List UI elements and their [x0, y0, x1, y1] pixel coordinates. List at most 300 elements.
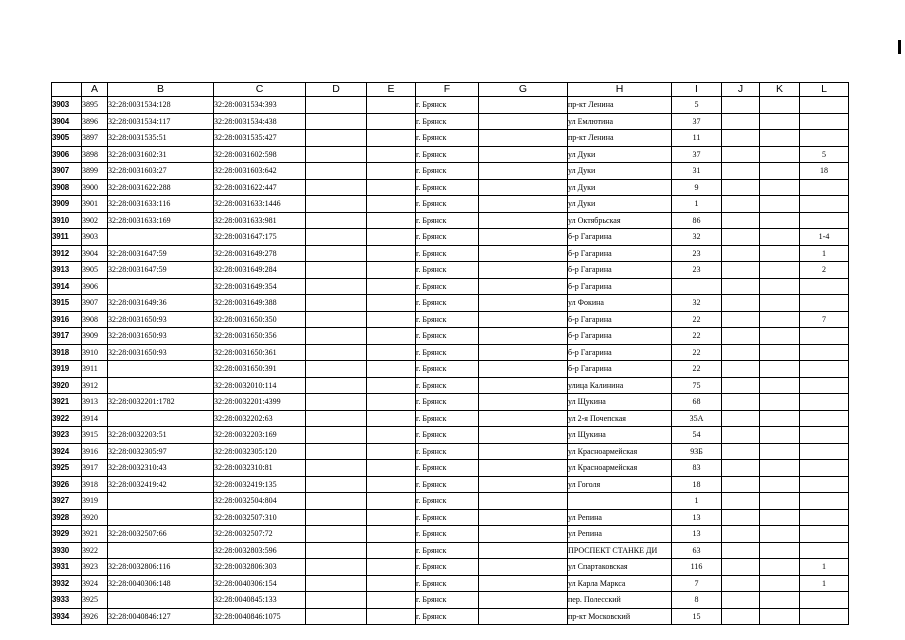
cell-e[interactable]: [367, 559, 416, 576]
cell-g[interactable]: [479, 575, 568, 592]
cell-f[interactable]: г. Брянск: [416, 608, 479, 625]
cell-k[interactable]: [760, 97, 800, 114]
cell-i[interactable]: 63: [672, 542, 722, 559]
cell-k[interactable]: [760, 542, 800, 559]
cell-e[interactable]: [367, 493, 416, 510]
cell-a[interactable]: 3905: [82, 262, 108, 279]
cell-a[interactable]: 3903: [82, 229, 108, 246]
cell-e[interactable]: [367, 229, 416, 246]
cell-c[interactable]: 32:28:0032305:120: [214, 443, 306, 460]
row-number[interactable]: 3903: [52, 97, 82, 114]
cell-e[interactable]: [367, 509, 416, 526]
cell-b[interactable]: 32:28:0032305:97: [108, 443, 214, 460]
cell-a[interactable]: 3910: [82, 344, 108, 361]
cell-d[interactable]: [306, 493, 367, 510]
cell-k[interactable]: [760, 344, 800, 361]
cell-i[interactable]: [672, 278, 722, 295]
cell-k[interactable]: [760, 262, 800, 279]
row-number[interactable]: 3919: [52, 361, 82, 378]
cell-j[interactable]: [722, 179, 760, 196]
cell-b[interactable]: 32:28:0032310:43: [108, 460, 214, 477]
cell-i[interactable]: 11: [672, 130, 722, 147]
cell-l[interactable]: 2: [800, 262, 849, 279]
cell-j[interactable]: [722, 97, 760, 114]
cell-g[interactable]: [479, 377, 568, 394]
cell-l[interactable]: [800, 410, 849, 427]
cell-h[interactable]: пр-кт Ленина: [568, 130, 672, 147]
cell-c[interactable]: 32:28:0032806:303: [214, 559, 306, 576]
cell-e[interactable]: [367, 97, 416, 114]
cell-g[interactable]: [479, 443, 568, 460]
cell-c[interactable]: 32:28:0031633:1446: [214, 196, 306, 213]
cell-d[interactable]: [306, 410, 367, 427]
cell-l[interactable]: [800, 443, 849, 460]
cell-j[interactable]: [722, 476, 760, 493]
cell-c[interactable]: 32:28:0031534:438: [214, 113, 306, 130]
row-number[interactable]: 3932: [52, 575, 82, 592]
cell-g[interactable]: [479, 245, 568, 262]
column-header-i[interactable]: I: [672, 83, 722, 97]
cell-f[interactable]: г. Брянск: [416, 526, 479, 543]
cell-g[interactable]: [479, 344, 568, 361]
cell-b[interactable]: 32:28:0031633:169: [108, 212, 214, 229]
row-number[interactable]: 3921: [52, 394, 82, 411]
cell-e[interactable]: [367, 460, 416, 477]
cell-k[interactable]: [760, 377, 800, 394]
cell-e[interactable]: [367, 196, 416, 213]
cell-d[interactable]: [306, 559, 367, 576]
row-number[interactable]: 3914: [52, 278, 82, 295]
column-header-g[interactable]: G: [479, 83, 568, 97]
cell-d[interactable]: [306, 229, 367, 246]
cell-g[interactable]: [479, 361, 568, 378]
cell-d[interactable]: [306, 245, 367, 262]
cell-d[interactable]: [306, 427, 367, 444]
cell-g[interactable]: [479, 179, 568, 196]
row-number[interactable]: 3915: [52, 295, 82, 312]
cell-f[interactable]: г. Брянск: [416, 476, 479, 493]
cell-d[interactable]: [306, 113, 367, 130]
cell-h[interactable]: ул Емлютина: [568, 113, 672, 130]
cell-k[interactable]: [760, 179, 800, 196]
cell-i[interactable]: 22: [672, 328, 722, 345]
cell-j[interactable]: [722, 328, 760, 345]
cell-i[interactable]: 22: [672, 311, 722, 328]
cell-e[interactable]: [367, 410, 416, 427]
cell-b[interactable]: 32:28:0031622:288: [108, 179, 214, 196]
cell-a[interactable]: 3911: [82, 361, 108, 378]
cell-l[interactable]: [800, 493, 849, 510]
cell-f[interactable]: г. Брянск: [416, 460, 479, 477]
cell-d[interactable]: [306, 394, 367, 411]
cell-c[interactable]: 32:28:0031647:175: [214, 229, 306, 246]
cell-g[interactable]: [479, 542, 568, 559]
row-number[interactable]: 3909: [52, 196, 82, 213]
cell-k[interactable]: [760, 526, 800, 543]
cell-f[interactable]: г. Брянск: [416, 592, 479, 609]
cell-b[interactable]: 32:28:0031650:93: [108, 328, 214, 345]
cell-i[interactable]: 22: [672, 361, 722, 378]
cell-h[interactable]: ул Дуки: [568, 179, 672, 196]
cell-e[interactable]: [367, 344, 416, 361]
cell-c[interactable]: 32:28:0031650:391: [214, 361, 306, 378]
cell-b[interactable]: [108, 592, 214, 609]
cell-l[interactable]: [800, 196, 849, 213]
cell-a[interactable]: 3920: [82, 509, 108, 526]
cell-h[interactable]: ул Карла Маркса: [568, 575, 672, 592]
cell-j[interactable]: [722, 361, 760, 378]
cell-e[interactable]: [367, 130, 416, 147]
cell-g[interactable]: [479, 229, 568, 246]
cell-k[interactable]: [760, 245, 800, 262]
cell-g[interactable]: [479, 146, 568, 163]
cell-b[interactable]: 32:28:0032203:51: [108, 427, 214, 444]
cell-d[interactable]: [306, 328, 367, 345]
cell-i[interactable]: 93Б: [672, 443, 722, 460]
column-header-h[interactable]: H: [568, 83, 672, 97]
cell-e[interactable]: [367, 526, 416, 543]
cell-l[interactable]: [800, 592, 849, 609]
cell-b[interactable]: [108, 229, 214, 246]
cell-j[interactable]: [722, 229, 760, 246]
cell-i[interactable]: 7: [672, 575, 722, 592]
cell-h[interactable]: б-р Гагарина: [568, 229, 672, 246]
cell-k[interactable]: [760, 146, 800, 163]
cell-c[interactable]: 32:28:0031650:361: [214, 344, 306, 361]
cell-k[interactable]: [760, 278, 800, 295]
cell-f[interactable]: г. Брянск: [416, 97, 479, 114]
cell-f[interactable]: г. Брянск: [416, 229, 479, 246]
cell-i[interactable]: 23: [672, 262, 722, 279]
cell-a[interactable]: 3895: [82, 97, 108, 114]
cell-j[interactable]: [722, 295, 760, 312]
cell-j[interactable]: [722, 443, 760, 460]
cell-c[interactable]: 32:28:0040306:154: [214, 575, 306, 592]
cell-j[interactable]: [722, 526, 760, 543]
cell-f[interactable]: г. Брянск: [416, 410, 479, 427]
cell-h[interactable]: б-р Гагарина: [568, 278, 672, 295]
cell-k[interactable]: [760, 361, 800, 378]
cell-l[interactable]: 1: [800, 245, 849, 262]
cell-d[interactable]: [306, 377, 367, 394]
cell-f[interactable]: г. Брянск: [416, 328, 479, 345]
row-number[interactable]: 3906: [52, 146, 82, 163]
row-number[interactable]: 3908: [52, 179, 82, 196]
row-number[interactable]: 3928: [52, 509, 82, 526]
cell-d[interactable]: [306, 476, 367, 493]
cell-f[interactable]: г. Брянск: [416, 377, 479, 394]
cell-d[interactable]: [306, 344, 367, 361]
cell-k[interactable]: [760, 295, 800, 312]
cell-b[interactable]: [108, 542, 214, 559]
cell-d[interactable]: [306, 443, 367, 460]
row-number[interactable]: 3916: [52, 311, 82, 328]
cell-d[interactable]: [306, 509, 367, 526]
cell-k[interactable]: [760, 328, 800, 345]
cell-d[interactable]: [306, 575, 367, 592]
cell-h[interactable]: ул Красноармейская: [568, 443, 672, 460]
cell-k[interactable]: [760, 196, 800, 213]
cell-h[interactable]: ул Щукина: [568, 394, 672, 411]
cell-h[interactable]: ул Щукина: [568, 427, 672, 444]
cell-h[interactable]: ул Дуки: [568, 163, 672, 180]
row-number[interactable]: 3911: [52, 229, 82, 246]
cell-j[interactable]: [722, 377, 760, 394]
cell-e[interactable]: [367, 443, 416, 460]
cell-d[interactable]: [306, 361, 367, 378]
cell-h[interactable]: ул Октябрьская: [568, 212, 672, 229]
column-header-a[interactable]: A: [82, 83, 108, 97]
cell-a[interactable]: 3908: [82, 311, 108, 328]
row-number[interactable]: 3904: [52, 113, 82, 130]
cell-f[interactable]: г. Брянск: [416, 196, 479, 213]
cell-c[interactable]: 32:28:0032507:310: [214, 509, 306, 526]
cell-c[interactable]: 32:28:0031649:284: [214, 262, 306, 279]
cell-a[interactable]: 3901: [82, 196, 108, 213]
cell-b[interactable]: 32:28:0032507:66: [108, 526, 214, 543]
cell-a[interactable]: 3919: [82, 493, 108, 510]
row-number[interactable]: 3924: [52, 443, 82, 460]
cell-f[interactable]: г. Брянск: [416, 262, 479, 279]
cell-g[interactable]: [479, 460, 568, 477]
cell-l[interactable]: [800, 212, 849, 229]
cell-k[interactable]: [760, 575, 800, 592]
cell-d[interactable]: [306, 460, 367, 477]
row-number[interactable]: 3912: [52, 245, 82, 262]
cell-b[interactable]: 32:28:0032201:1782: [108, 394, 214, 411]
cell-c[interactable]: 32:28:0031650:350: [214, 311, 306, 328]
cell-g[interactable]: [479, 212, 568, 229]
cell-f[interactable]: г. Брянск: [416, 361, 479, 378]
cell-c[interactable]: 32:28:0040846:1075: [214, 608, 306, 625]
cell-g[interactable]: [479, 311, 568, 328]
cell-i[interactable]: 13: [672, 526, 722, 543]
cell-i[interactable]: 31: [672, 163, 722, 180]
cell-f[interactable]: г. Брянск: [416, 493, 479, 510]
cell-c[interactable]: 32:28:0031649:354: [214, 278, 306, 295]
row-number[interactable]: 3905: [52, 130, 82, 147]
cell-a[interactable]: 3926: [82, 608, 108, 625]
cell-h[interactable]: ул 2-я Почепская: [568, 410, 672, 427]
cell-i[interactable]: 8: [672, 592, 722, 609]
cell-b[interactable]: 32:28:0031647:59: [108, 245, 214, 262]
cell-a[interactable]: 3913: [82, 394, 108, 411]
row-number[interactable]: 3934: [52, 608, 82, 625]
cell-k[interactable]: [760, 493, 800, 510]
cell-f[interactable]: г. Брянск: [416, 394, 479, 411]
cell-c[interactable]: 32:28:0040845:133: [214, 592, 306, 609]
row-number[interactable]: 3922: [52, 410, 82, 427]
cell-a[interactable]: 3904: [82, 245, 108, 262]
cell-c[interactable]: 32:28:0031633:981: [214, 212, 306, 229]
cell-h[interactable]: пр-кт Ленина: [568, 97, 672, 114]
cell-l[interactable]: [800, 460, 849, 477]
cell-e[interactable]: [367, 146, 416, 163]
cell-c[interactable]: 32:28:0031534:393: [214, 97, 306, 114]
column-header-l[interactable]: L: [800, 83, 849, 97]
cell-e[interactable]: [367, 212, 416, 229]
cell-h[interactable]: ул Репина: [568, 509, 672, 526]
cell-d[interactable]: [306, 295, 367, 312]
cell-b[interactable]: [108, 377, 214, 394]
cell-g[interactable]: [479, 196, 568, 213]
cell-f[interactable]: г. Брянск: [416, 427, 479, 444]
cell-f[interactable]: г. Брянск: [416, 163, 479, 180]
cell-e[interactable]: [367, 328, 416, 345]
cell-g[interactable]: [479, 592, 568, 609]
cell-e[interactable]: [367, 113, 416, 130]
cell-a[interactable]: 3924: [82, 575, 108, 592]
cell-e[interactable]: [367, 377, 416, 394]
cell-d[interactable]: [306, 592, 367, 609]
cell-l[interactable]: 7: [800, 311, 849, 328]
cell-j[interactable]: [722, 509, 760, 526]
column-header-c[interactable]: C: [214, 83, 306, 97]
cell-b[interactable]: 32:28:0031602:31: [108, 146, 214, 163]
cell-a[interactable]: 3918: [82, 476, 108, 493]
cell-c[interactable]: 32:28:0032201:4399: [214, 394, 306, 411]
cell-i[interactable]: 37: [672, 146, 722, 163]
cell-b[interactable]: 32:28:0031535:51: [108, 130, 214, 147]
cell-g[interactable]: [479, 509, 568, 526]
cell-i[interactable]: 37: [672, 113, 722, 130]
cell-g[interactable]: [479, 97, 568, 114]
cell-l[interactable]: 1: [800, 559, 849, 576]
cell-a[interactable]: 3917: [82, 460, 108, 477]
cell-i[interactable]: 15: [672, 608, 722, 625]
cell-i[interactable]: 116: [672, 559, 722, 576]
cell-b[interactable]: 32:28:0031650:93: [108, 311, 214, 328]
cell-j[interactable]: [722, 575, 760, 592]
cell-h[interactable]: б-р Гагарина: [568, 245, 672, 262]
cell-e[interactable]: [367, 278, 416, 295]
cell-l[interactable]: [800, 179, 849, 196]
cell-k[interactable]: [760, 460, 800, 477]
cell-f[interactable]: г. Брянск: [416, 311, 479, 328]
column-header-j[interactable]: J: [722, 83, 760, 97]
cell-i[interactable]: 23: [672, 245, 722, 262]
cell-c[interactable]: 32:28:0031535:427: [214, 130, 306, 147]
row-number[interactable]: 3910: [52, 212, 82, 229]
column-header-k[interactable]: K: [760, 83, 800, 97]
cell-e[interactable]: [367, 427, 416, 444]
cell-j[interactable]: [722, 608, 760, 625]
cell-i[interactable]: 13: [672, 509, 722, 526]
cell-i[interactable]: 18: [672, 476, 722, 493]
cell-c[interactable]: 32:28:0031649:388: [214, 295, 306, 312]
cell-b[interactable]: 32:28:0031534:117: [108, 113, 214, 130]
cell-g[interactable]: [479, 163, 568, 180]
cell-j[interactable]: [722, 344, 760, 361]
cell-j[interactable]: [722, 592, 760, 609]
cell-h[interactable]: б-р Гагарина: [568, 361, 672, 378]
cell-h[interactable]: пер. Полесский: [568, 592, 672, 609]
cell-h[interactable]: ул Спартаковская: [568, 559, 672, 576]
cell-a[interactable]: 3907: [82, 295, 108, 312]
cell-f[interactable]: г. Брянск: [416, 146, 479, 163]
cell-e[interactable]: [367, 361, 416, 378]
row-number[interactable]: 3920: [52, 377, 82, 394]
cell-g[interactable]: [479, 559, 568, 576]
cell-j[interactable]: [722, 559, 760, 576]
cell-l[interactable]: [800, 509, 849, 526]
cell-f[interactable]: г. Брянск: [416, 113, 479, 130]
cell-e[interactable]: [367, 476, 416, 493]
cell-d[interactable]: [306, 196, 367, 213]
cell-l[interactable]: [800, 526, 849, 543]
corner-cell[interactable]: [52, 83, 82, 97]
cell-g[interactable]: [479, 493, 568, 510]
row-number[interactable]: 3931: [52, 559, 82, 576]
cell-l[interactable]: [800, 608, 849, 625]
row-number[interactable]: 3913: [52, 262, 82, 279]
cell-k[interactable]: [760, 592, 800, 609]
cell-a[interactable]: 3906: [82, 278, 108, 295]
cell-b[interactable]: 32:28:0040846:127: [108, 608, 214, 625]
cell-i[interactable]: 32: [672, 229, 722, 246]
cell-i[interactable]: 35А: [672, 410, 722, 427]
cell-h[interactable]: ул Дуки: [568, 146, 672, 163]
row-number[interactable]: 3933: [52, 592, 82, 609]
cell-a[interactable]: 3897: [82, 130, 108, 147]
cell-k[interactable]: [760, 113, 800, 130]
cell-f[interactable]: г. Брянск: [416, 542, 479, 559]
cell-a[interactable]: 3912: [82, 377, 108, 394]
cell-a[interactable]: 3898: [82, 146, 108, 163]
cell-e[interactable]: [367, 608, 416, 625]
cell-j[interactable]: [722, 460, 760, 477]
cell-b[interactable]: [108, 278, 214, 295]
cell-a[interactable]: 3921: [82, 526, 108, 543]
row-number[interactable]: 3926: [52, 476, 82, 493]
cell-j[interactable]: [722, 245, 760, 262]
cell-k[interactable]: [760, 229, 800, 246]
cell-j[interactable]: [722, 311, 760, 328]
cell-f[interactable]: г. Брянск: [416, 212, 479, 229]
cell-j[interactable]: [722, 427, 760, 444]
cell-b[interactable]: 32:28:0032806:116: [108, 559, 214, 576]
cell-l[interactable]: 1: [800, 575, 849, 592]
cell-g[interactable]: [479, 328, 568, 345]
cell-d[interactable]: [306, 163, 367, 180]
cell-k[interactable]: [760, 410, 800, 427]
cell-l[interactable]: [800, 394, 849, 411]
cell-d[interactable]: [306, 97, 367, 114]
cell-j[interactable]: [722, 542, 760, 559]
cell-i[interactable]: 22: [672, 344, 722, 361]
cell-j[interactable]: [722, 113, 760, 130]
cell-k[interactable]: [760, 130, 800, 147]
cell-i[interactable]: 32: [672, 295, 722, 312]
cell-i[interactable]: 86: [672, 212, 722, 229]
cell-i[interactable]: 83: [672, 460, 722, 477]
cell-c[interactable]: 32:28:0031603:642: [214, 163, 306, 180]
cell-b[interactable]: 32:28:0040306:148: [108, 575, 214, 592]
cell-a[interactable]: 3909: [82, 328, 108, 345]
cell-d[interactable]: [306, 262, 367, 279]
cell-c[interactable]: 32:28:0031649:278: [214, 245, 306, 262]
cell-l[interactable]: [800, 328, 849, 345]
cell-b[interactable]: 32:28:0031649:36: [108, 295, 214, 312]
cell-k[interactable]: [760, 476, 800, 493]
cell-h[interactable]: б-р Гагарина: [568, 262, 672, 279]
cell-k[interactable]: [760, 559, 800, 576]
cell-f[interactable]: г. Брянск: [416, 344, 479, 361]
cell-j[interactable]: [722, 410, 760, 427]
cell-c[interactable]: 32:28:0032203:169: [214, 427, 306, 444]
cell-a[interactable]: 3914: [82, 410, 108, 427]
cell-l[interactable]: [800, 278, 849, 295]
